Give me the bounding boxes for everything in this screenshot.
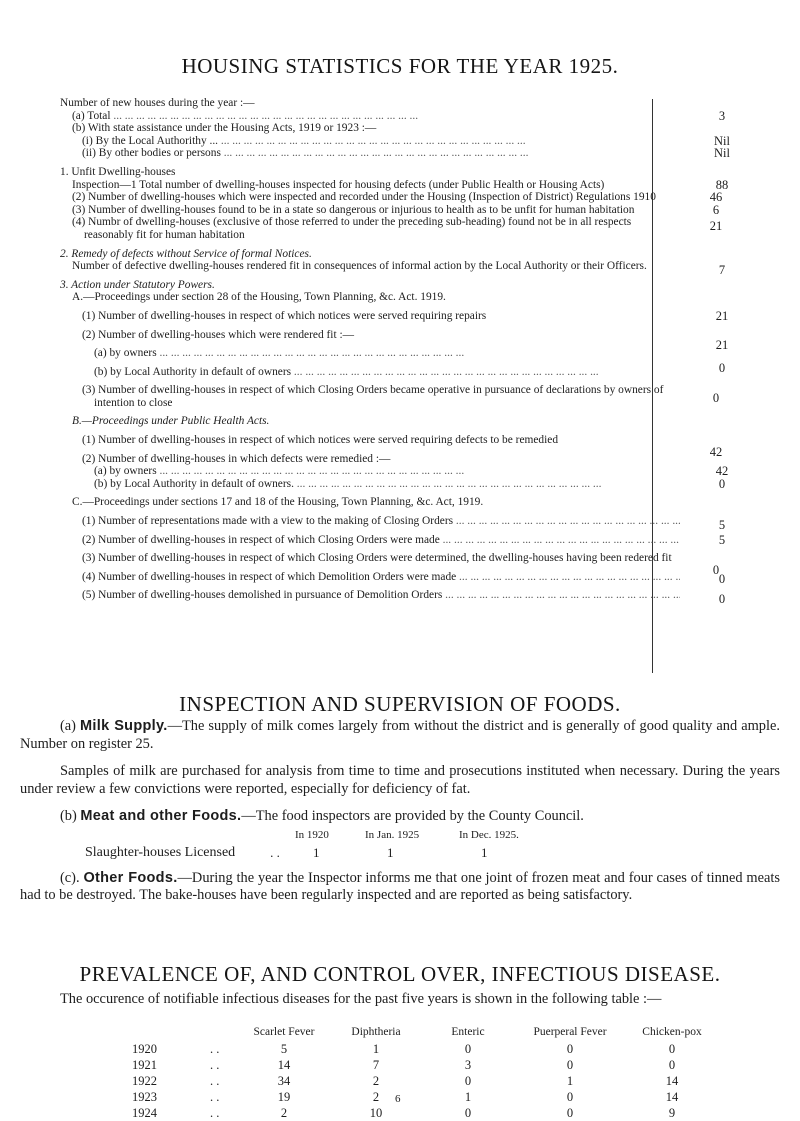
local-authority-value: Nil (714, 133, 730, 148)
action-c2-row: (2) Number of dwelling-houses in respect of which Closing Orders were made ... . 5 (82, 534, 740, 547)
unfit-item-4-value: 21 (709, 219, 723, 234)
action-b1-value: 42 (709, 445, 723, 460)
inspection-body (20, 718, 780, 905)
table-row: 1923 . . 19 2 1 0 14 (132, 1090, 679, 1104)
action-b1-row: (1) Number of dwelling-houses in respect of which notices were served requiring defects to be remedied 42 (82, 434, 740, 447)
action-c1-value: 5 (718, 518, 726, 533)
action-a1-row: (1) Number of dwelling-houses in respect of which notices were served requiring repairs 21 (82, 310, 740, 323)
action-c1-row: (1) Number of representations made with a view to the making of Closing Orders ... . 5 (82, 515, 740, 528)
action-b-heading: B.—Proceedings under Public Health Acts. (72, 415, 270, 428)
page-number: 6 (395, 1093, 401, 1105)
action-c3-row: (3) Number of dwelling-houses in respect of which Closing Orders were determined, the dwelling-houses having been redered fit 0 (82, 552, 740, 565)
action-a-heading: A.—Proceedings under section 28 of the Housing, Town Planning, &c. Act. 1919. (72, 291, 446, 304)
col-diphtheria: Diphtheria (351, 1026, 401, 1038)
action-a2b-row: (b) by Local Authority in default of owners ... . 0 (94, 366, 740, 379)
unfit-item-2: (2) Number of dwelling-houses which were inspected and recorded under the Housing (Inspection of District) Regulations 1910 46 (72, 191, 740, 204)
col-puerperal-fever: Puerperal Fever (533, 1026, 607, 1038)
samples-paragraph: Samples of milk are purchased for analysis from time to time and prosecutions instituted when necessary. During the years under review a few convictions were reported, especially for deficiency of fat. (20, 763, 780, 797)
slaughter-jan-1925: 1 (387, 845, 394, 860)
unfit-item-3-value: 6 (712, 202, 720, 217)
state-assistance-heading: (b) With state assistance under the Housing Acts, 1919 or 1923 :— (72, 122, 377, 135)
action-a2a-value: 21 (715, 338, 729, 353)
prevalence-section-title: PREVALENCE OF, AND CONTROL OVER, INFECTIOUS DISEASE. (79, 962, 721, 986)
slaughter-1920: 1 (313, 845, 320, 860)
slaughter-dec-1925: 1 (481, 845, 488, 860)
unfit-heading: 1. Unfit Dwelling-houses (60, 165, 176, 178)
slaughter-label: Slaughter-houses Licensed (85, 845, 236, 860)
action-a2a-row: (a) by owners ... . 21 (94, 347, 740, 360)
page-title: HOUSING STATISTICS FOR THE YEAR 1925. (181, 54, 619, 78)
inspection-section-title: INSPECTION AND SUPERVISION OF FOODS. (179, 692, 621, 716)
unfit-item-1: Inspection—1 Total number of dwelling-houses inspected for housing defects (under Public Health or Housing Acts) 88 (72, 179, 740, 192)
action-b2a-value: 42 (715, 464, 729, 479)
slaughter-houses-table: In 1920 In Jan. 1925 In Dec. 1925. Slaughter-houses Licensed . . 1 1 1 (85, 828, 519, 860)
meat-paragraph: (b) Meat and other Foods.—The food inspectors are provided by the County Council. (60, 808, 584, 824)
col-enteric: Enteric (451, 1026, 485, 1038)
action-a1-value: 21 (715, 308, 729, 323)
other-foods-paragraph: (c). Other Foods.—During the year the Inspector informs me that one joint of frozen meat and four cases of tinned meats had to be destroyed. The bake-houses have been regularly inspected and are reported as being satisfactory. (20, 869, 780, 903)
col-chicken-pox: Chicken-pox (642, 1026, 702, 1038)
meat-heading: Meat and other Foods. (80, 808, 242, 824)
table-row: 1924 . . 2 10 0 0 9 (132, 1106, 676, 1120)
action-heading: 3. Action under Statutory Powers. (60, 278, 215, 291)
new-houses-total-row: (a) Total ... . 3 (72, 110, 740, 123)
col-scarlet-fever: Scarlet Fever (253, 1026, 315, 1038)
action-a3-value: 0 (712, 391, 720, 406)
action-c4-value: 0 (718, 571, 726, 586)
action-c-heading: C.—Proceedings under sections 17 and 18 of the Housing, Town Planning, &c. Act, 1919. (72, 496, 484, 509)
action-b2a-row: (a) by owners ... . 42 (94, 465, 740, 478)
housing-statistics (60, 97, 740, 607)
remedy-heading: 2. Remedy of defects without Service of formal Notices. (60, 247, 312, 260)
new-houses-heading: Number of new houses during the year :— (60, 97, 255, 109)
milk-paragraph: (a) Milk Supply.—The supply of milk comes largely from without the district and is generally of good quality and ample. Number on register 25. (20, 718, 780, 752)
milk-heading: Milk Supply. (80, 718, 168, 734)
table-row: 1922 . . 34 2 0 1 14 (132, 1074, 679, 1088)
other-bodies-row: (ii) By other bodies or persons ... . Nil (82, 147, 740, 160)
action-c4-row: (4) Number of dwelling-houses in respect of which Demolition Orders were made ... . 0 (82, 571, 740, 584)
remedy-row: Number of defective dwelling-houses rendered fit in consequences of informal action by the Local Authority or their Officers. 7 (72, 260, 740, 273)
action-b2-row: (2) Number of dwelling-houses in which defects were remedied :— (82, 452, 391, 465)
action-c3-value: 0 (712, 563, 720, 578)
local-authority-row: (i) By the Local Authorithy ... ... . Nil (82, 135, 740, 148)
action-c5-value: 0 (718, 592, 726, 607)
other-foods-heading: Other Foods. (83, 869, 178, 886)
unfit-item-2-value: 46 (709, 190, 723, 205)
new-houses-total-value: 3 (718, 108, 726, 123)
remedy-value: 7 (718, 263, 726, 278)
action-c2-value: 5 (718, 532, 726, 547)
table-row: 1920 . . 5 1 0 0 0 (132, 1042, 676, 1056)
action-c5-row: (5) Number of dwelling-houses demolished in pursuance of Demolition Orders ... . 0 (82, 589, 740, 602)
unfit-item-3: (3) Number of dwelling-houses found to be in a state so dangerous or injurious to health as to be unfit for human habitation 6 (72, 204, 740, 217)
action-a2-row: (2) Number of dwelling-houses which were rendered fit :— (82, 328, 355, 341)
action-a3-row: (3) Number of dwelling-houses in respect of which Closing Orders became operative in pursuance of declarations by owners of intention to close 0 (82, 384, 740, 409)
unfit-item-1-value: 88 (715, 177, 729, 192)
action-a2b-value: 0 (718, 360, 726, 375)
action-b2b-value: 0 (718, 476, 726, 491)
infectious-disease-table (132, 1026, 718, 1121)
unfit-item-4: (4) Numbr of dwelling-houses (exclusive of those referred to under the preceding sub-heading) found not be in all respects reasonably fit for human habitation 21 (72, 216, 740, 241)
action-b2b-row: (b) by Local Authority in default of owners. ... . 0 (94, 478, 740, 491)
other-bodies-value: Nil (714, 146, 730, 161)
prevalence-intro: The occurence of notifiable infectious diseases for the past five years is shown in the following table :— (60, 991, 662, 1007)
table-row: 1921 . . 14 7 3 0 0 (132, 1058, 676, 1072)
